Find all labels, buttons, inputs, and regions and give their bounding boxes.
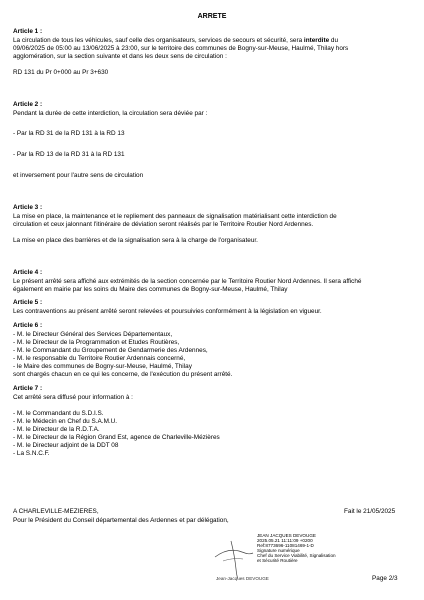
signature-line: Ref:8773696-11081469-1-D <box>257 543 314 548</box>
article-1-heading: Article 1 : <box>13 28 43 35</box>
article-7-item: - La S.N.C.F. <box>13 450 50 457</box>
signature-line: Signature numérique <box>257 548 300 553</box>
article-3-line-2: circulation et ceux jalonnant l'itinéraire de déviation seront réalisés par le Territoire Routier Nord Ardennes. <box>13 221 314 228</box>
article-1-interdite: interdite <box>303 37 330 44</box>
article-5-heading: Article 5 : <box>13 299 43 306</box>
signature-line: 2025.05.21 11:11:09 +0200 <box>257 538 313 543</box>
signature-line: et Sécurité Routière <box>257 558 298 563</box>
article-6-item: - M. le Directeur de la Programmation et Etudes Routières, <box>13 339 180 346</box>
article-1-line-1-end: du <box>329 37 339 44</box>
article-2-intro: Pendant la durée de cette interdiction, la circulation sera déviée par : <box>13 110 208 117</box>
article-1-line-3: agglomération, sur la section suivante et dans les deux sens de circulation : <box>13 53 227 60</box>
article-7-heading: Article 7 : <box>13 385 43 392</box>
article-7-item: - M. le Directeur de la R.D.T.A. <box>13 426 100 433</box>
page-number: Page 2/3 <box>372 575 398 582</box>
article-6-heading: Article 6 : <box>13 322 43 329</box>
article-4-line-2: également en mairie par les soins du Maire des communes de Bogny-sur-Meuse, Haulmé, Thilay <box>13 286 288 293</box>
article-7-item: - M. le Directeur de la Région Grand Est, agence de Charleville-Mézières <box>13 434 220 441</box>
article-4-heading: Article 4 : <box>13 269 43 276</box>
article-4-line-1: Le présent arrêté sera affiché aux extrémités de la section concernée par le Territoire Routier Nord Ardennes. Il sera affiché <box>13 278 362 285</box>
handwritten-signature <box>205 531 265 581</box>
article-1-line-2: 09/06/2025 de 05:00 au 13/06/2025 à 23:00, sur le territoire des communes de Bogny-sur-Meuse, Haulmé, Thilay hors <box>13 45 349 52</box>
article-7-intro: Cet arrêté sera diffusé pour information à : <box>13 394 133 401</box>
signature-line: Chef du Service Viabilité, Signalisation <box>257 553 336 558</box>
article-6-item: - M. le responsable du Territoire Routier Ardennais concerné, <box>13 355 186 362</box>
article-3-line-1: La mise en place, la maintenance et le repliement des panneaux de signalisation matérialisant cette interdiction de <box>13 213 337 220</box>
article-6-outro: sont chargés chacun en ce qui les concerne, de l'exécution du présent arrêté. <box>13 371 233 378</box>
article-6-item: - M. le Directeur Général des Services Départementaux, <box>13 331 173 338</box>
article-1-line-1 <box>13 37 338 45</box>
signer-name: Jean-Jacques DEVOUGE <box>216 576 269 581</box>
article-3-line-3: La mise en place des barrières et de la signalisation sera à la charge de l'organisateur. <box>13 237 258 244</box>
article-7-item: - M. le Commandant du S.D.I.S. <box>13 410 104 417</box>
article-2-route-1: - Par la RD 31 de la RD 131 à la RD 13 <box>13 130 125 137</box>
closing-place: A CHARLEVILLE-MEZIERES, <box>13 508 99 515</box>
article-1-road-section: RD 131 du Pr 0+000 au Pr 3+630 <box>13 69 109 76</box>
article-5-line-1: Les contraventions au présent arrêté seront relevées et poursuivies conformément à la législation en vigueur. <box>13 308 322 315</box>
article-7-item: - M. le Directeur adjoint de la DDT 08 <box>13 442 119 449</box>
article-3-heading: Article 3 : <box>13 204 43 211</box>
article-2-outro: et inversement pour l'autre sens de circulation <box>13 172 144 179</box>
article-2-heading: Article 2 : <box>13 101 43 108</box>
article-2-route-2: - Par la RD 13 de la RD 31 à la RD 131 <box>13 151 125 158</box>
article-6-item: - le Maire des communes de Bogny-sur-Meuse, Haulmé, Thilay <box>13 363 192 370</box>
article-1-line-1-text: La circulation de tous les véhicules, sauf celle des organisateurs, services de secours et sécurité, sera <box>13 37 304 44</box>
closing-authority: Pour le Président du Conseil départemental des Ardennes et par délégation, <box>13 517 229 524</box>
signature-line: JEAN JACQUES DEVOUGE <box>257 533 316 538</box>
closing-date: Fait le 21/05/2025 <box>344 508 396 515</box>
document-title: ARRETE <box>197 13 227 20</box>
article-7-item: - M. le Médecin en Chef du S.A.M.U. <box>13 418 118 425</box>
article-6-item: - M. le Commandant du Groupement de Gendarmerie des Ardennes, <box>13 347 208 354</box>
